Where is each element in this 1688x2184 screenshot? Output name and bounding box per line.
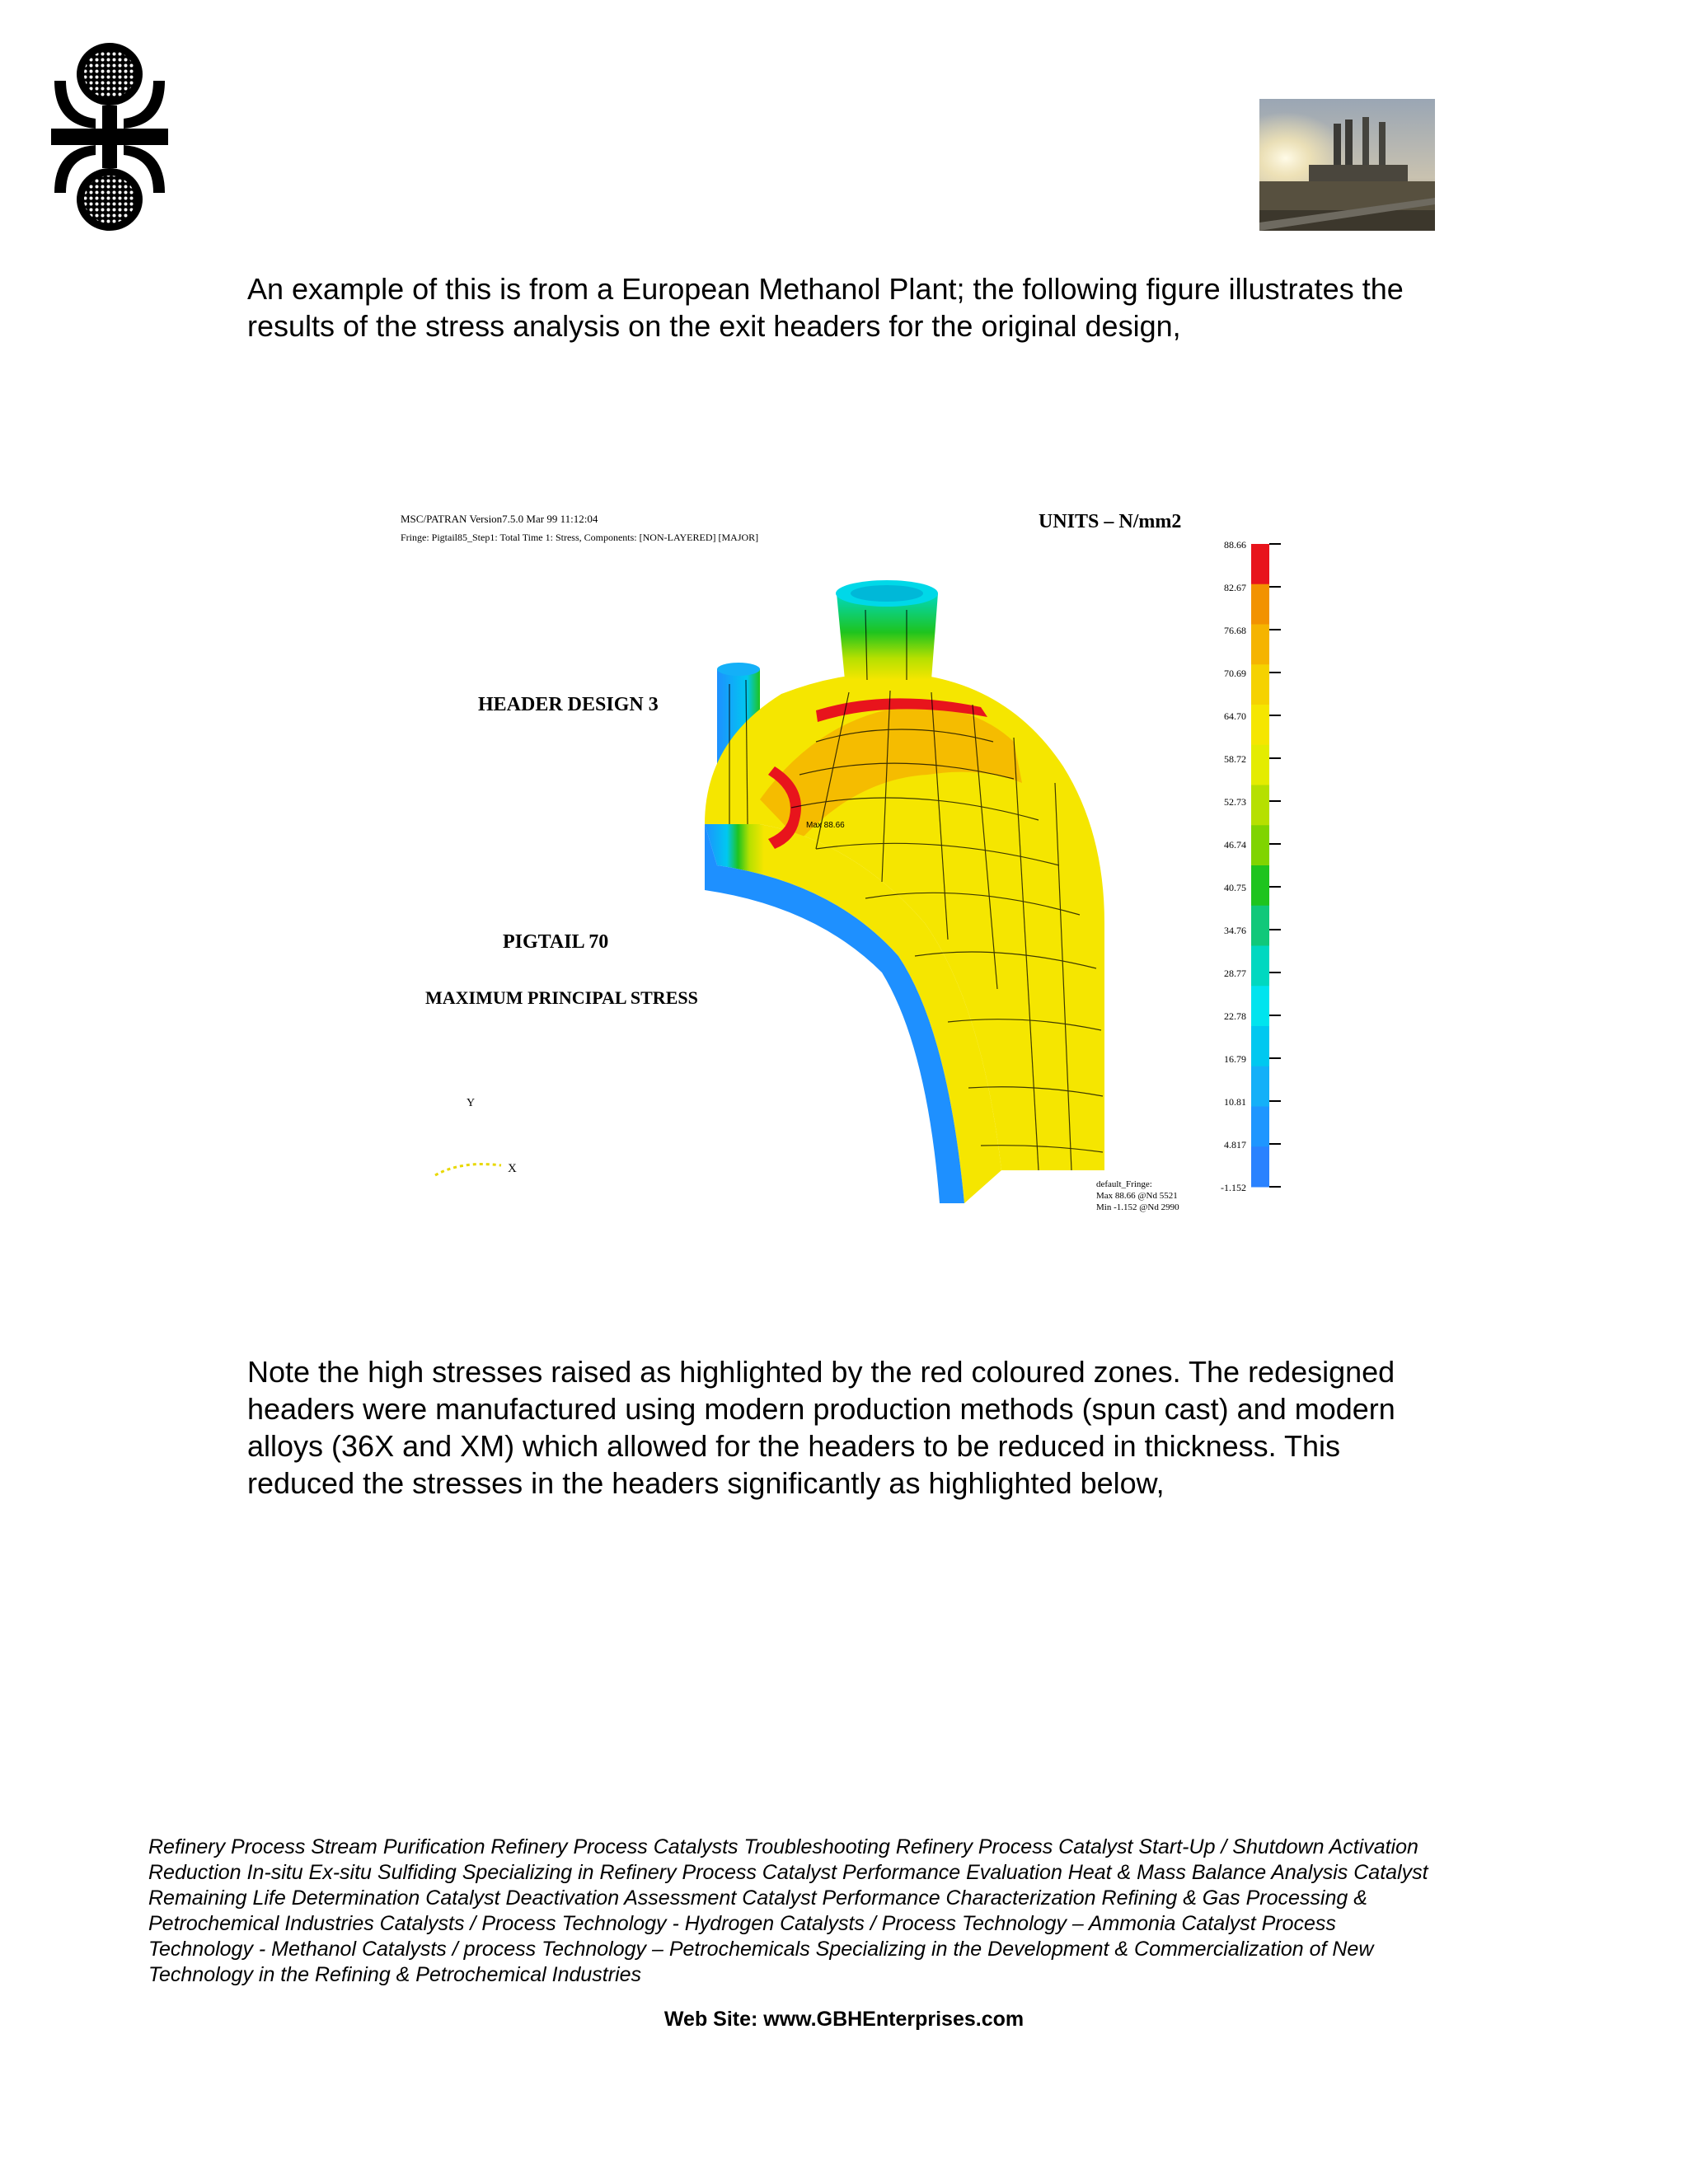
axis-y-label: Y: [467, 1097, 476, 1109]
website-link[interactable]: Web Site: www.GBHEnterprises.com: [663, 2008, 1025, 2031]
software-line-1: MSC/PATRAN Version7.5.0 Mar 99 11:12:04: [401, 513, 598, 525]
fringe-note-line-3: Min -1.152 @Nd 2990: [1096, 1202, 1179, 1212]
colorbar-segment: [1251, 785, 1269, 826]
units-label: UNITS – N/mm2: [1039, 511, 1182, 532]
header-design-label: HEADER DESIGN 3: [478, 694, 659, 715]
colorbar-segment: [1251, 584, 1269, 625]
colorbar-tick-label: 40.75: [1224, 882, 1246, 893]
colorbar-tick-label: -1.152: [1221, 1182, 1246, 1193]
colorbar-tick-label: 46.74: [1224, 839, 1246, 851]
colorbar-tick-label: 22.78: [1224, 1010, 1246, 1022]
fringe-note-line-2: Max 88.66 @Nd 5521: [1096, 1191, 1178, 1201]
fringe-note-line-1: default_Fringe:: [1096, 1179, 1152, 1189]
stress-colorbar: [1221, 539, 1281, 1193]
svg-text:Max 88.66: Max 88.66: [806, 821, 845, 830]
colorbar-tick-label: 76.68: [1224, 625, 1246, 636]
colorbar-segment: [1251, 745, 1269, 785]
colorbar-tick-label: 82.67: [1224, 582, 1246, 593]
colorbar-segment: [1251, 1107, 1269, 1147]
stress-analysis-figure: [387, 494, 1319, 1228]
colorbar-segment: [1251, 1066, 1269, 1107]
colorbar-tick-label: 10.81: [1224, 1096, 1246, 1108]
colorbar-segment: [1251, 1026, 1269, 1066]
stress-type-label: MAXIMUM PRINCIPAL STRESS: [425, 987, 698, 1008]
header-model: [705, 580, 1104, 1203]
colorbar-tick-label: 34.76: [1224, 925, 1246, 936]
colorbar-tick-label: 58.72: [1224, 753, 1246, 765]
colorbar-segment: [1251, 906, 1269, 946]
colorbar-tick-label: 4.817: [1224, 1139, 1246, 1151]
colorbar-segment: [1251, 865, 1269, 906]
colorbar-tick-label: 52.73: [1224, 796, 1246, 808]
colorbar-tick-label: 64.70: [1224, 710, 1246, 722]
note-paragraph: Note the high stresses raised as highlighted by the red coloured zones. The redesigned headers were manufactured using modern production methods (spun cast) and modern alloys (36X and XM) which allowed for the headers to be reduced in thickness. This reduced the stresses in the headers significantly as highlighted below,: [247, 1355, 1395, 1500]
colorbar-tick-label: 70.69: [1224, 668, 1246, 679]
industrial-plant-photo: [1259, 99, 1435, 231]
colorbar-tick-label: 28.77: [1224, 968, 1246, 979]
intro-paragraph: An example of this is from a European Methanol Plant; the following figure illustrates the results of the stress analysis on the exit headers for the original design,: [247, 272, 1404, 343]
colorbar-segment: [1251, 986, 1269, 1026]
footer-services-text: Refinery Process Stream Purification Refinery Process Catalysts Troubleshooting Refinery Process Catalyst Start-Up / Shutdown Activation Reduction In-situ Ex-situ Sulfiding Specializing in Refinery Process Catalyst Performance Evaluation Heat & Mass Balance Analysis Catalyst Remaining Life Determination Catalyst Deactivation Assessment Catalyst Performance Characterization Refining & Gas Processing & Petrochemical Industries Catalysts / Process Technology - Hydrogen Catalysts / Process Technology – Ammonia Catalyst Process Technology - Methanol Catalysts / process Technology – Petrochemicals Specializing in the Development & Commercialization of New Technology in the Refining & Petrochemical Industries: [148, 1835, 1428, 1986]
colorbar-segment: [1251, 544, 1269, 584]
colorbar-segment: [1251, 625, 1269, 665]
gbh-logo-icon: [48, 40, 171, 234]
fringe-note: [1096, 1179, 1179, 1212]
axis-triad: [435, 1097, 517, 1175]
pigtail-label: PIGTAIL 70: [503, 931, 609, 953]
colorbar-tick-label: 88.66: [1224, 539, 1246, 551]
colorbar-segment: [1251, 1146, 1269, 1187]
axis-x-label: X: [508, 1162, 517, 1175]
software-line-2: Fringe: Pigtail85_Step1: Total Time 1: Stress, Components: [NON-LAYERED] [MAJOR]: [401, 532, 759, 543]
colorbar-segment: [1251, 825, 1269, 865]
colorbar-tick-label: 16.79: [1224, 1053, 1246, 1065]
colorbar-segment: [1251, 664, 1269, 705]
colorbar-segment: [1251, 705, 1269, 745]
colorbar-segment: [1251, 946, 1269, 987]
